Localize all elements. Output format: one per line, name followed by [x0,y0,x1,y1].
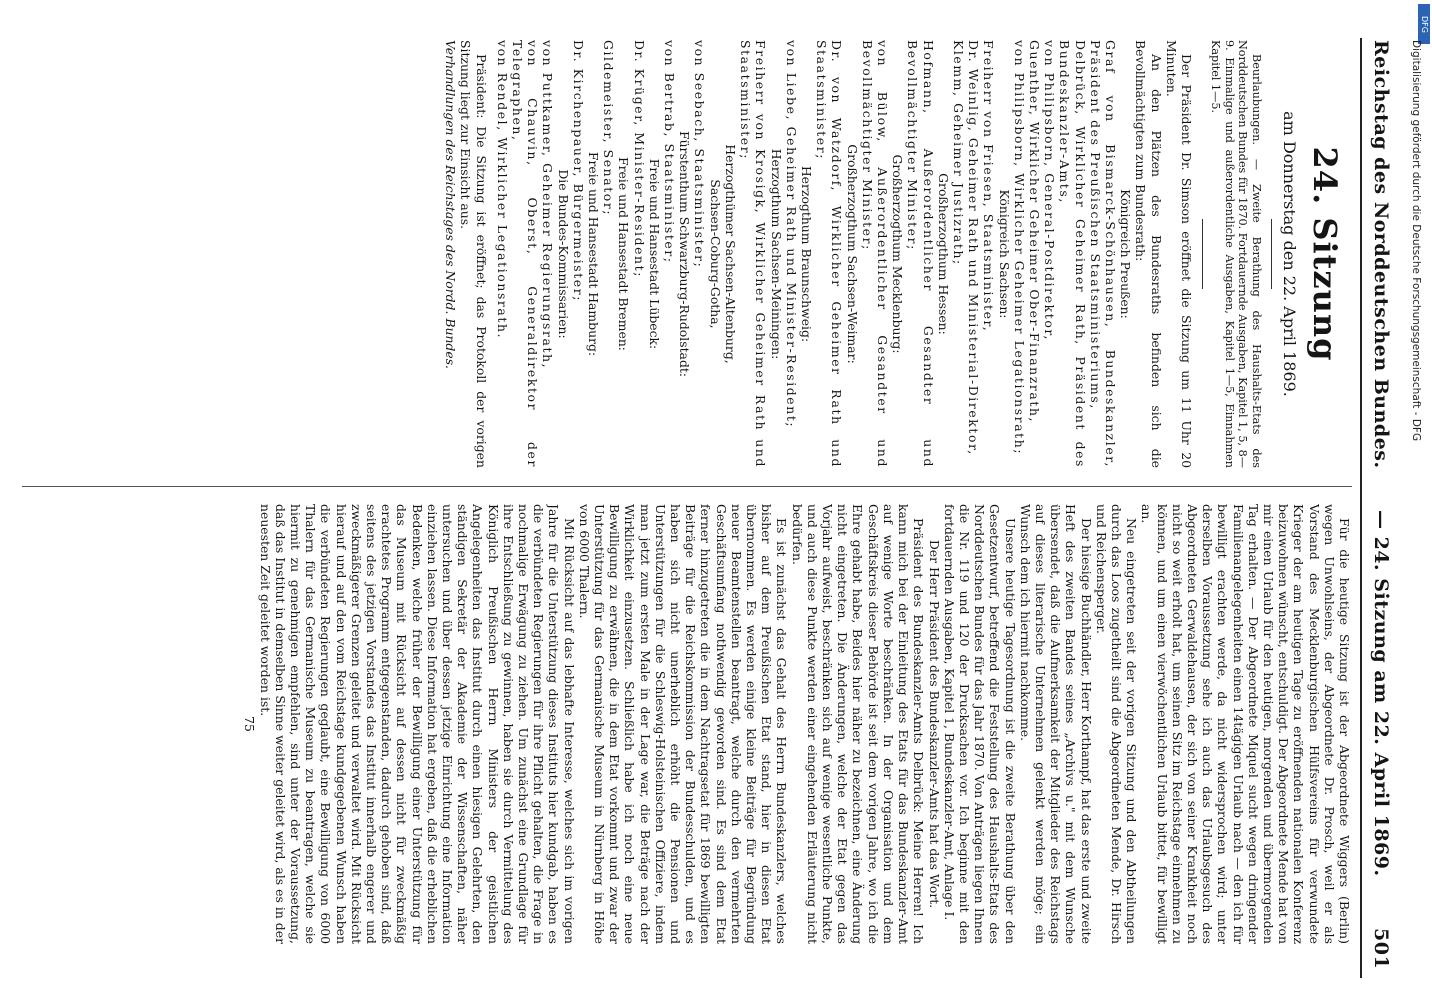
left-column [16,40,1352,468]
delegate: von Liebe, Geheimer Rath und Minister-Resident; [783,40,799,429]
paragraph: Unsere heutige Tagesordnung ist die zweite Berathung über den Gesetzentwurf, betreffend die Feststellung des Haushalts-Etats des Norddeutschen Bundes für das Jahr 1870. Von Anträgen liegen Ihnen die Nr. 119 und 120 der Drucksachen vor. Ich beginne mit den fortdauernden Ausgaben, Kapitel 1, Bundeskanzler-Amt, Anlage I. [941,504,1018,944]
state-heading: Königreich Sachsen: [996,189,1012,319]
delegate: Graf von Bismarck-Schönhausen, Bundeskanzler, Präsident des Preußischen Staatsministeriums, [1087,40,1118,468]
paragraph: Mit Rücksicht auf das lebhafte Interesse, welches sich im vorigen Jahre für die Unterstützung dieses Instituts hier kundgab, haben es die verbündeten Regierungen für ihre Pflicht gehalten, die Frage in nochmalige Erwägung zu ziehen. Um zunächst eine Grundlage für ihre Entschließung zu gewinnen, haben sie durch Vermittelung des Königlich Preußischen Herrn Ministers der geistlichen Angelegenheiten das Institut durch einen hiesigen Gelehrten, den ständigen Sekretär der Akademie der Wissenschaften, näher untersuchen und über dessen jetzige Einrichtung eine Information einziehen lassen. Diese Information hat ergeben, daß die erheblichen Bedenken, welche früher der Bewilligung einer Unterstützung für das Museum mit Rücksicht auf dessen nicht für zweckmäßig erachtetes Programm entgegenstanden, dadurch gehoben sind, daß seitens des jetzigen Vorstandes das Institut innerhalb engerer und zweckmäßigerer Grenzen geleitet und verwaltet wird. Mit Rücksicht hierauf und auf den vom Reichstage kundgegebenen Wunsch haben die verbündeten Regierungen geglaubt, eine Bewilligung von 6000 Thalern für das Germanische Museum zu beantragen, welche sie hiermit zu genehmigen empfehlen, sind unter der Voraussetzung, daß das Institut in demselben Sinne weiter geleitet wird, als es in der neuesten Zeit geleitet worden ist. [257,504,577,944]
paragraph: Präsident: Die Sitzung ist eröffnet; das Protokoll der vorigen Sitzung liegt zur Einsicht aus. [458,40,489,468]
paragraph: Es ist zunächst das Gehalt des Herrn Bundeskanzlers, welches bisher auf dem Preußischen Etat stand, hier in diesen Etat übernommen. Es werden einige kleine Beiträge für Begründung neuer Beamtenstellen beantragt, welche durch den vermehrten Geschäftsumfang nothwendig geworden sind. Es sind dem Etat ferner hinzugetreten die in dem Nachtragsetat für 1869 bewilligten Beiträge für die Reichskommission der Bundesschulden, und es haben sich nicht unerheblich erhöht die Pensionen und Unterstützungen für die Schleswig-Holsteinischen Offiziere, indem man jetzt zum ersten Male in der Lage war, die Beträge nach der Wirklichkeit einzusetzen. Schließlich habe ich noch eine neue Bewilligung zu erwähnen, die in dem Etat vorkommt und zwar der Unterstützung für das Germanische Museum in Nürnberg in Höhe von 6000 Thalern. [576,504,790,944]
signature-mark: 75 [242,716,258,732]
running-header-left: Reichstag des Norddeutschen Bundes. [1370,40,1392,469]
state-heading: Die Bundes-Kommissarien: [555,169,571,339]
state-heading: Herzogthümer Sachsen-Altenburg, [722,144,738,364]
delegate: Dr. von Watzdorf, Wirklicher Geheimer Rath und Staatsminister; [814,40,845,468]
session-date: am Donnerstag den 22. April 1869. [1280,111,1299,397]
delegate: von Chauvin, Oberst, Generaldirektor der Telegraphen, [510,40,541,468]
footer-note: Verhandlungen des Reichstages des Nordd. Bundes. [443,40,459,369]
paragraph: Der Präsident Dr. Simson eröffnet die Sitzung um 11 Uhr 20 Minuten. [1163,40,1194,468]
delegate: Dr. Weinlig, Geheimer Rath und Ministerial-Direktor, [966,40,982,456]
delegate: von Philipsborn, General-Postdirektor, [1042,40,1058,342]
state-heading: Großherzogthum Mecklenburg: [890,154,906,354]
state-heading: Königreich Preußen: [1118,189,1134,319]
state-heading: Herzogthum Braunschweig: [798,165,814,343]
delegate: von Seebach, Staatsminister; [692,40,708,269]
state-heading: Freie und Hansestadt Lübeck: [646,158,662,350]
right-column [16,504,1352,944]
divider [1202,219,1203,289]
delegate: von Philipsborn, Wirklicher Geheimer Legationsrath; [1011,40,1027,456]
delegate: Gildemeister, Senator; [601,40,617,217]
page-number: 501 [1370,928,1392,970]
header-rule [1360,38,1362,978]
delegate: Freiherr von Friesen, Staatsminister, [981,40,997,333]
speaker-note: Der Herr Präsident des Bundeskanzler-Amts hat das Wort. [926,539,942,909]
dfg-logo-icon: DFG [1418,4,1430,44]
state-heading: Herzogthum Sachsen-Meiningen: [768,148,784,360]
delegate: von Bülow, Außerordentlicher Gesandter und Bevollmächtigter Minister; [859,40,890,468]
paragraph: Für die heutige Sitzung ist der Abgeordnete Wiggers (Berlin) wegen Unwohlseins, der Abgeordnete Dr. Prosch, weil er als Vorstand des Mecklenburgischen Hülfsvereins für verwundete Krieger der am heutigen Tage zu eröffnenden nationalen Konferenz beizuwohnen wünscht, entschuldigt. Der Abgeordnete Mende hat von mir einen Urlaub für den heutigen, morgenden und übermorgenden Tag erhalten. — Der Abgeordnete Miquel sucht wegen dringender Familienangelegenheiten einen 14tägigen Urlaub nach — den ich für bewilligt erachten werde, da nicht widersprochen wird; unter derselben Voraussetzung sehe ich auch das Urlaubsgesuch des Abgeordneten Gerwaldehausen, der sich von seiner Krankheit noch nicht so weit erholt hat, um seinen Sitz im Reichstage einnehmen zu können, und um einen vierwöchentlichen Urlaub bittet, für bewilligt an. [1139,504,1352,944]
delegate: von Rendel, Wirklicher Legationsrath. [494,40,510,340]
running-header-center: — 24. Sitzung am 22. April 1869. [1370,510,1392,877]
paragraph: An den Plätzen des Bundesraths befinden sich die Bevollmächtigten zum Bundesrath: [1133,40,1164,468]
delegate: Guenther, Wirklicher Geheimer Ober-Finanzrath, [1026,40,1042,424]
state-heading: Freie und Hansestadt Bremen: [616,157,632,351]
state-heading: Freie und Hansestadt Hamburg: [586,151,602,357]
paragraph: Präsident des Bundeskanzler-Amts Delbrück: Meine Herren! Ich kann mich bei der Einleitung des Etats für das Bundeskanzler-Amt auf wenige Worte beschränken. In der Organisation und dem Geschäftskreis dieser Behörde ist seit dem vorigen Jahre, wo ich die Ehre gehabt habe, Beides hier näher zu bezeichnen, eine Änderung nicht eingetreten. Die Änderungen, welche der Etat gegen das Vorjahr aufweist, beschränken sich auf wenige wesentliche Punkte, und auch diese Punkte werden einer eingehenden Erläuterung nicht bedürfen. [789,504,927,944]
delegate: Delbrück, Wirklicher Geheimer Rath, Präsident des Bundeskanzler-Amts, [1057,40,1088,468]
paragraph: Neu eingetreten seit der vorigen Sitzung und den Abtheilungen durch das Loos zugetheilt sind die Abgeordneten Mende, Dr. Hirsch und Reichensperger. [1093,504,1140,944]
agenda-text: Beurlaubungen. — Zweite Berathung des Haushalts-Etats des Norddeutschen Bundes für 1870. Fortdauernde Ausgaben, Kapitel 1, 5, 8—9. Einmalige und außerordentliche Ausgaben, Kapitel 1—5, Einnahmen Kapitel 1—5. [1209,40,1263,468]
delegate: Hofmann, Außerordentlicher Gesandter und Bevollmächtigter Minister; [905,40,936,468]
delegate: von Bertrab, Staatsminister; [662,40,678,264]
digitization-watermark: Digitalisierung gefördert durch die Deutsche Forschungsgemeinschaft - DFG [1410,40,1422,442]
divider [1271,219,1272,289]
delegate: Dr. Krüger, Minister-Resident; [631,40,647,278]
delegate: Freiherr von Krosigk, Wirklicher Geheimer Rath und Staatsminister; [738,40,769,468]
paragraph: Der hiesige Buchhändler, Herr Korthampf, hat das erste und zweite Heft des zweiten Bandes seines „Archivs u." mit dem Wunsche übersendet, daß die Aufmerksamkeit der Mitglieder des Reichstags auf dieses literarische Unternehmen gelenkt werden möge; ein Wunsch dem ich hiermit nachkomme. [1017,504,1094,944]
delegate: Klemm, Geheimer Justizrath; [950,40,966,266]
state-heading: Sachsen-Coburg-Gotha, [707,179,723,329]
delegate: von Puttkamer, Geheimer Regierungsrath, [540,40,556,370]
state-heading: Großherzogthum Sachsen-Weimar: [844,144,860,364]
delegate: Dr. Kirchenpauer, Bürgermeister; [570,40,586,303]
session-title: 24. Sitzung [1306,146,1344,362]
state-heading: Fürstenthum Schwarzburg-Rudolstadt: [677,130,693,378]
state-heading: Großherzogthum Hessen: [935,173,951,335]
column-divider [22,486,1352,487]
